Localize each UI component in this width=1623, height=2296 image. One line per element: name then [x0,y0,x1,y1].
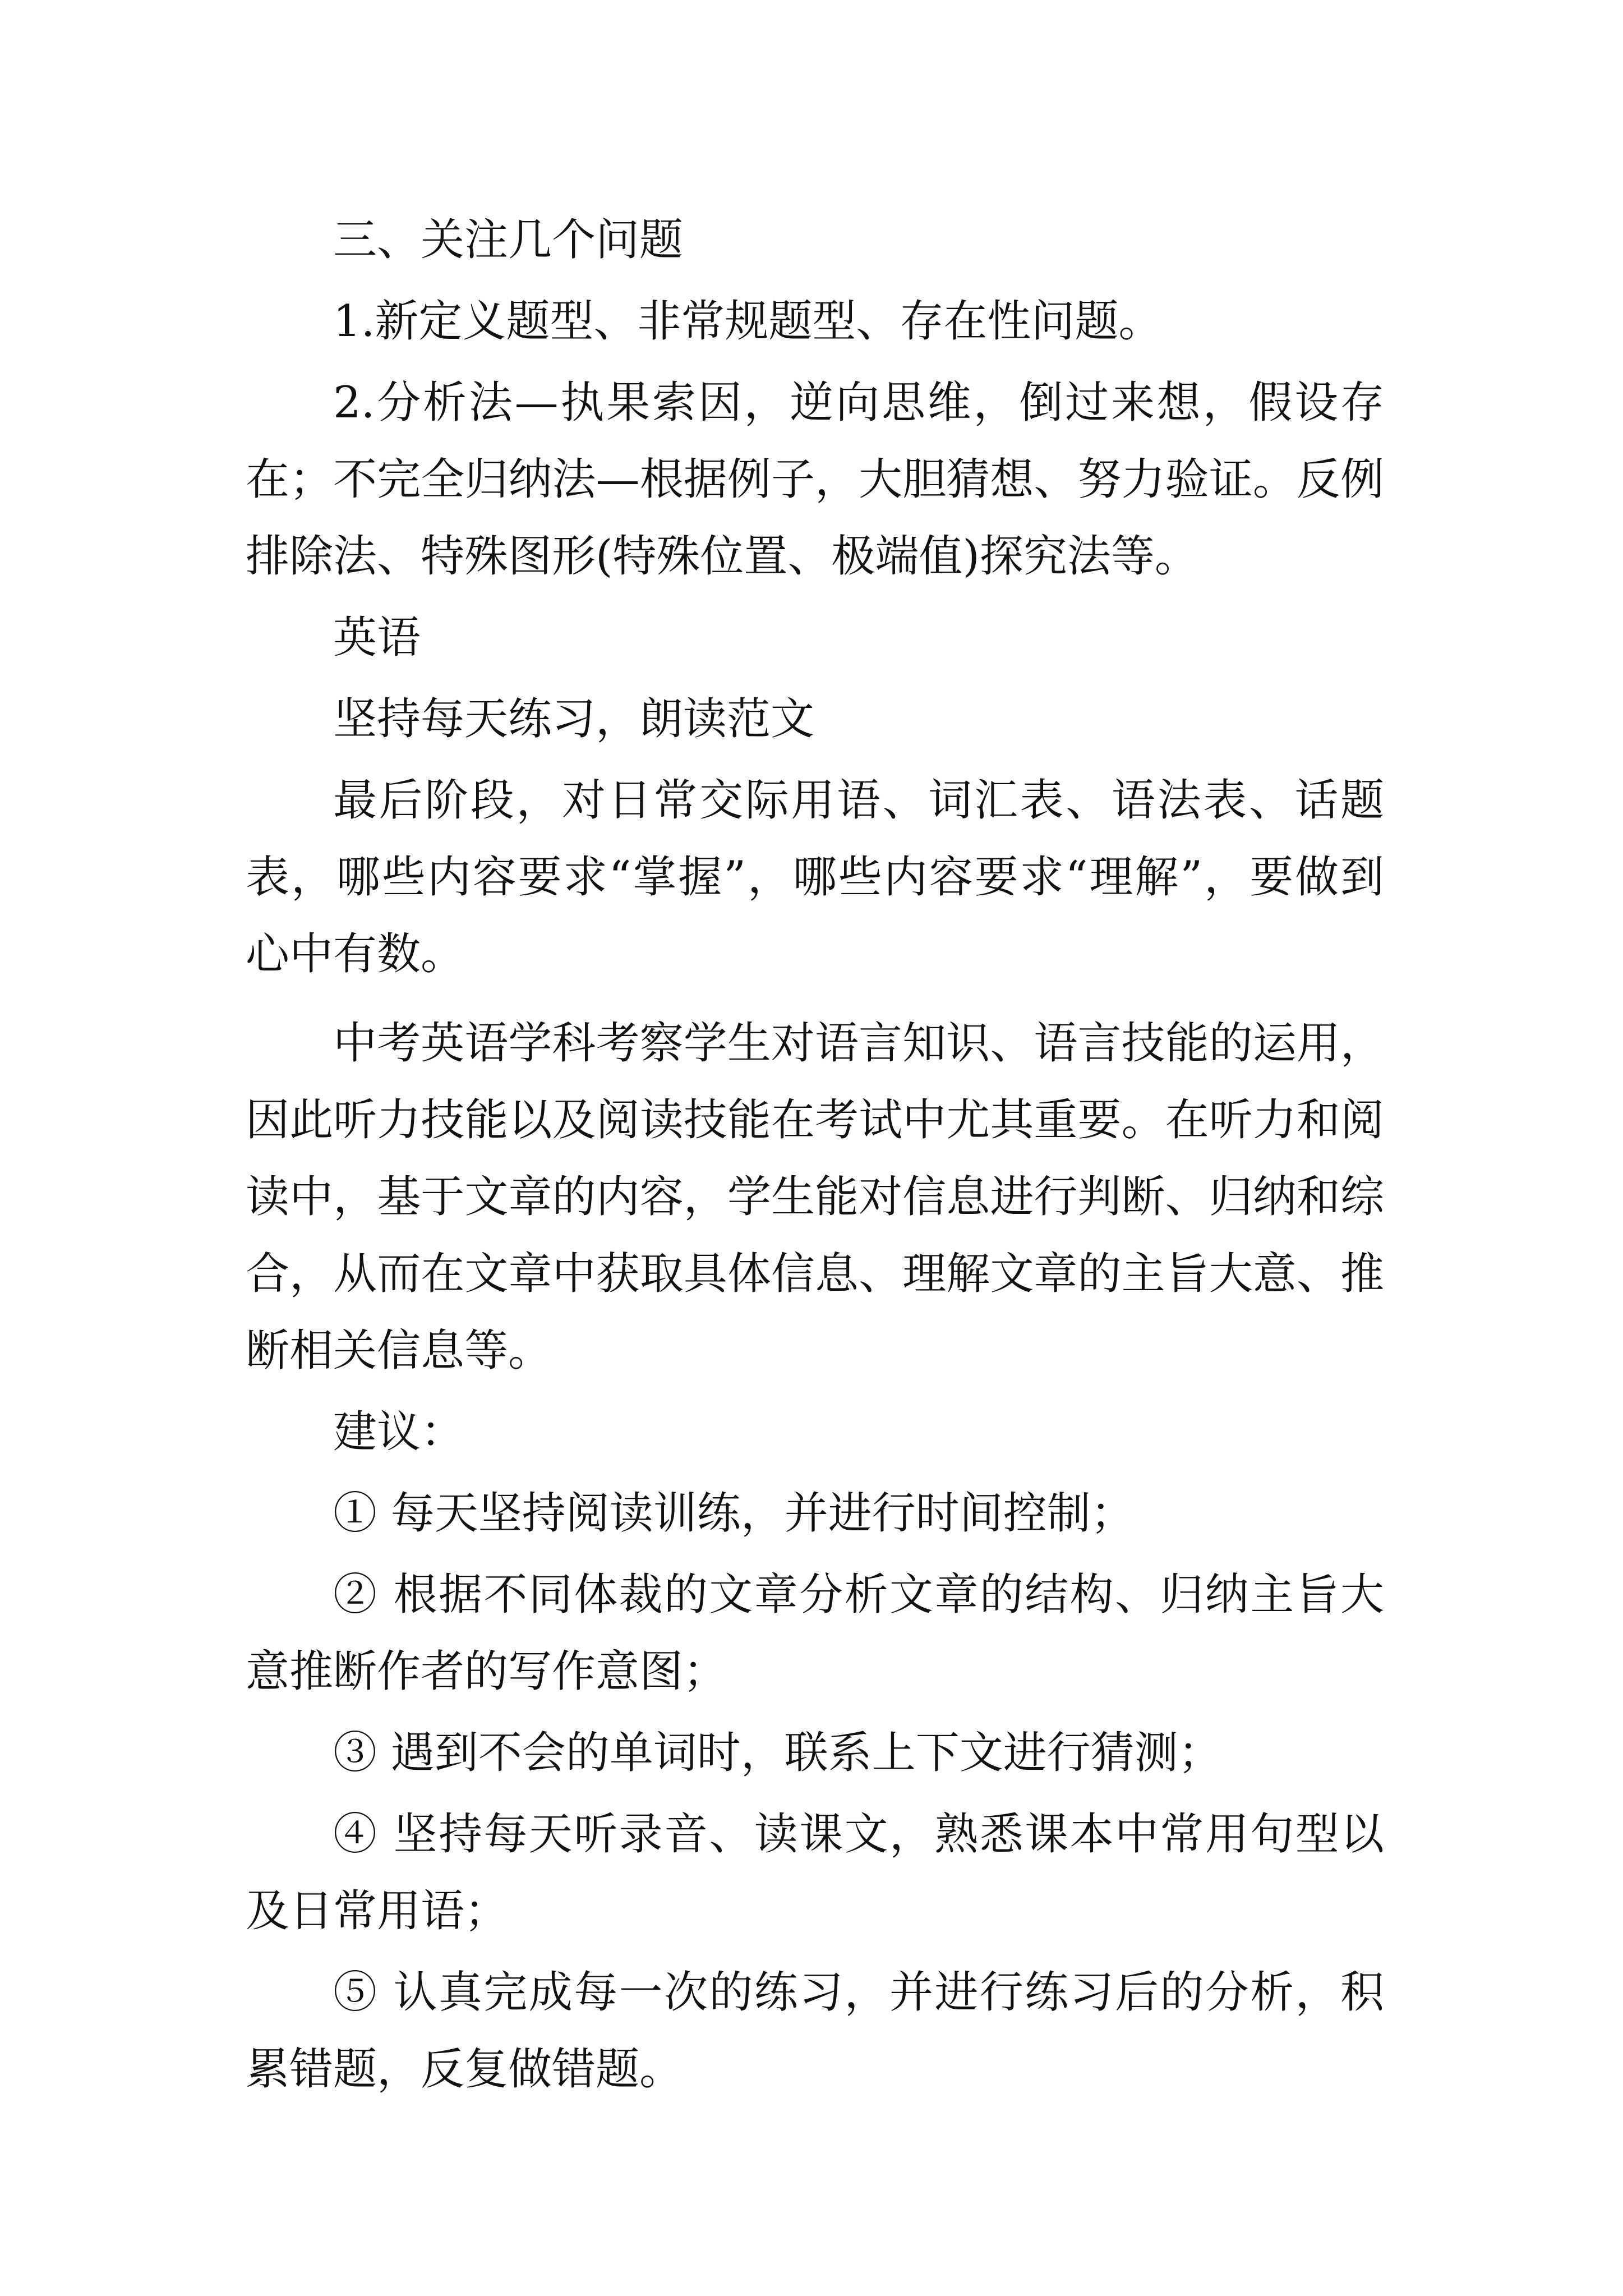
subject-heading-english: 英语 [333,613,421,663]
suggestion-item-4: ④ 坚持每天听录音、读课文，熟悉课本中常用句型以及日常用语； [246,1809,1384,1936]
paragraph-analysis-methods: 2.分析法—执果索因，逆向思维，倒过来想，假设存在；不完全归纳法—根据例子，大胆猜想、努力验证。反例排除法、特殊图形(特殊位置、极端值)探究法等。 [246,378,1384,582]
suggestion-item-2: ② 根据不同体裁的文章分析文章的结构、归纳主旨大意推断作者的写作意图； [246,1570,1384,1697]
section-heading-issues: 三、关注几个问题 [333,215,684,265]
document-body [246,202,1384,2108]
paragraph-final-stage: 最后阶段，对日常交际用语、词汇表、语法表、话题表，哪些内容要求“掌握”，哪些内容要求“理解”，要做到心中有数。 [246,775,1384,979]
paragraph-suggestions-label: 建议： [333,1407,465,1457]
suggestion-item-1: ① 每天坚持阅读训练，并进行时间控制； [333,1488,1135,1539]
paragraph-new-question-types: 1.新定义题型、非常规题型、存在性问题。 [333,296,1163,347]
suggestion-item-3: ③ 遇到不会的单词时，联系上下文进行猜测； [333,1728,1222,1778]
paragraph-exam-focus: 中考英语学科考察学生对语言知识、语言技能的运用，因此听力技能以及阅读技能在考试中尤其重要。在听力和阅读中，基于文章的内容，学生能对信息进行判断、归纳和综合，从而在文章中获取具体信息、理解文章的主旨大意、推断相关信息等。 [246,1018,1384,1376]
paragraph-daily-practice: 坚持每天练习，朗读范文 [333,694,815,744]
suggestion-item-5: ⑤ 认真完成每一次的练习，并进行练习后的分析，积累错题，反复做错题。 [246,1967,1384,2095]
